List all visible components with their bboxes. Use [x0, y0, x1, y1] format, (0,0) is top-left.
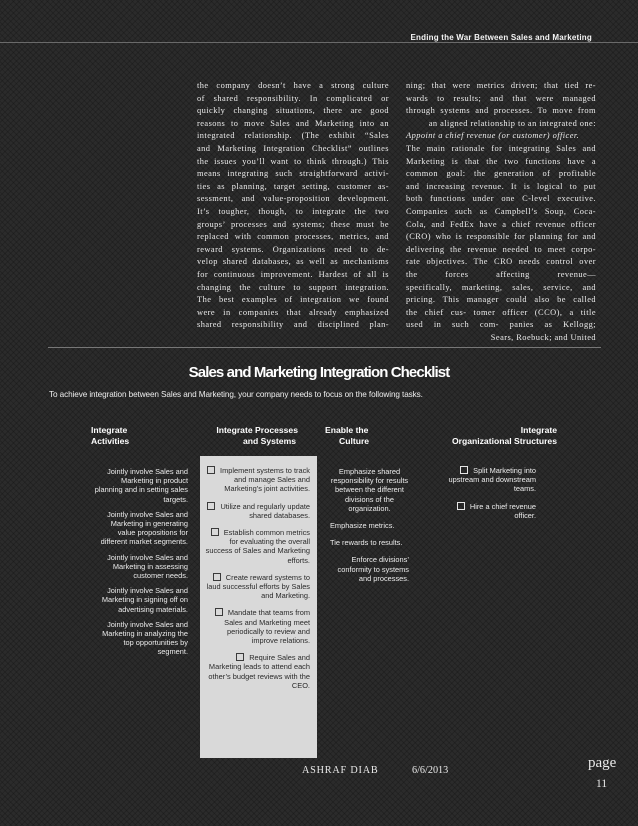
heading-line: Activities — [91, 436, 130, 446]
item-text: Split Marketing into upstream and downstream teams. — [448, 466, 536, 494]
culture-list — [330, 467, 409, 591]
text-line: used in such com- panies as Kellogg; — [406, 320, 596, 330]
checklist-item — [204, 573, 310, 601]
checkbox-icon — [211, 528, 219, 536]
item-text: Require Sales and Marketing leads to attend each other’s budget reviews with the CEO. — [208, 653, 310, 690]
text-line: Sears, Roebuck; and United — [490, 332, 596, 342]
subheading-italic: Appoint a chief revenue (or customer) officer. — [406, 131, 580, 141]
text-line: reward systems. Organizations need to de- — [197, 244, 389, 254]
list-item: Jointly involve Sales and Marketing in signing off on advertising materials. — [101, 586, 188, 614]
checklist-item — [204, 653, 310, 690]
page-number: 11 — [596, 778, 608, 790]
item-text: Utilize and regularly update shared databases. — [220, 501, 310, 520]
checkbox-icon — [207, 466, 215, 474]
text-line: ties as planning, target setting, customer as- — [197, 181, 389, 191]
checkbox-icon — [457, 502, 465, 510]
column-heading-activities — [91, 425, 171, 447]
item-text: Implement systems to track and manage Sales and Marketing’s joint activities. — [220, 466, 310, 494]
article-column-left — [197, 80, 389, 332]
text-line: wards to results; and that were managed — [406, 93, 596, 103]
text-line: reasons to move Sales and Marketing into an — [197, 118, 389, 128]
heading-line: Culture — [339, 436, 370, 446]
text-line: integrated relationship. (The exhibit “Sales — [197, 131, 389, 141]
heading-line: Organizational Structures — [451, 436, 557, 446]
text-line: for continuous improvement. Hardest of all is — [197, 269, 389, 279]
text-line: quickly changing situations, there are good — [197, 106, 389, 116]
text-line: changing the culture to support integration. — [197, 282, 389, 292]
text-line: The best examples of integration we found — [197, 295, 389, 305]
list-item: Emphasize metrics. — [330, 521, 395, 531]
text-line: and Marketing Integration Checklist” outlines — [197, 143, 389, 153]
checklist-item — [204, 608, 310, 645]
section-divider — [48, 347, 601, 348]
text-line: common goal: the generation of profitable — [406, 169, 596, 179]
text-line: delivering the revenue needed to meet corpo- — [406, 244, 596, 254]
list-item: Jointly involve Sales and Marketing in analyzing the top opportunities by segment. — [102, 619, 188, 657]
text-line: (CRO) who is responsible for planning for and — [406, 232, 596, 242]
text-line: Marketing is that the two functions have a — [406, 156, 596, 166]
item-text: Create reward systems to laud successful efforts by Sales and Marketing. — [206, 572, 310, 601]
article-column-right — [406, 80, 596, 344]
text-line: the company doesn’t have a strong culture — [197, 81, 389, 90]
page-label: page — [588, 755, 617, 771]
list-item: Emphasize shared responsibility for results between the different divisions of the organization. — [330, 467, 409, 513]
heading-line: Enable the — [325, 425, 369, 435]
text-line: means integrating such straightforward activi- — [197, 169, 389, 179]
text-line: of shared responsibility. In complicated or — [197, 93, 389, 103]
footer-date: 6/6/2013 — [412, 765, 449, 776]
text-line: ning; that were metrics driven; that tied re- — [406, 81, 596, 90]
column-heading-processes — [205, 425, 298, 447]
text-line: the chief cus- tomer officer (CCO), a title — [406, 307, 596, 317]
text-line: Companies such as Campbell’s Soup, Coca- — [406, 206, 596, 216]
page-header — [0, 8, 638, 43]
column-heading-culture — [325, 425, 387, 447]
text-line: the forces affecting revenue— — [406, 269, 596, 279]
column-heading-structures — [430, 425, 557, 447]
text-line: specifically, marketing, sales, service, and — [406, 282, 596, 292]
text-line: and increasing revenue. It is logical to put — [406, 181, 596, 191]
list-item: Jointly involve Sales and Marketing in assessing customer needs. — [107, 552, 188, 581]
text-line: groups’ processes and systems; these must be — [197, 219, 389, 229]
text-line: The main rationale for integrating Sales and — [406, 143, 596, 153]
list-item: Tie rewards to results. — [330, 538, 403, 548]
activities-list — [93, 467, 188, 663]
item-text: Establish common metrics for evaluating the overall success of Sales and Marketing efforts. — [205, 528, 310, 565]
text-line: were in companies that already emphasized — [197, 307, 389, 317]
heading-line: and Systems — [242, 436, 296, 446]
text-line: the issues you’ll want to think through.) This — [197, 156, 389, 166]
checklist-item — [204, 466, 310, 494]
structures-list — [442, 466, 536, 528]
text-line: velop shared databases, as well as mechanisms — [197, 257, 389, 267]
text-line: pricing. This manager could also be called — [406, 295, 596, 305]
item-text: Mandate that teams from Sales and Marketing meet periodically to review and improve relations. — [224, 608, 310, 646]
checkbox-icon — [207, 502, 215, 510]
text-line: Cola, and FedEx have a chief revenue officer — [406, 219, 596, 229]
checklist-item — [204, 502, 310, 520]
checkbox-icon — [460, 466, 468, 474]
processes-list — [204, 466, 310, 698]
heading-line: Integrate Processes — [216, 425, 298, 435]
checklist-item — [442, 502, 536, 520]
heading-line: Integrate — [91, 425, 128, 435]
checklist-title: Sales and Marketing Integration Checklist — [188, 364, 450, 381]
heading-line: Integrate — [520, 425, 557, 435]
text-line: an aligned relationship to an integrated one: — [428, 118, 596, 128]
checkbox-icon — [236, 653, 244, 661]
text-line: both functions under one C-level executive. — [406, 194, 596, 204]
text-line: through systems and processes. To move from — [406, 106, 596, 116]
text-line: sessment, and value-proposition development. — [197, 194, 389, 204]
footer-author: ASHRAF DIAB — [302, 765, 379, 776]
list-item: Jointly involve Sales and Marketing in generating value propositions for different market segments. — [100, 509, 188, 547]
checklist-intro: To achieve integration between Sales and Marketing, your company needs to focus on the following tasks. — [49, 390, 423, 399]
list-item: Enforce divisions’ conformity to systems and processes. — [337, 555, 409, 583]
text-line: rate objectives. The CRO needs control over — [406, 257, 596, 267]
checkbox-icon — [213, 573, 221, 581]
running-title: Ending the War Between Sales and Marketing — [410, 33, 592, 42]
item-text: Hire a chief revenue officer. — [469, 501, 536, 520]
checkbox-icon — [215, 608, 223, 616]
text-line: shared responsibility and disciplined plan- — [197, 320, 389, 330]
text-line: It’s tougher, though, to integrate the two — [197, 206, 389, 216]
checklist-item — [204, 528, 310, 565]
text-line: replaced with common processes, metrics, and — [197, 232, 389, 242]
list-item: Jointly involve Sales and Marketing in product planning and in setting sales targets. — [94, 467, 188, 504]
checklist-item — [442, 466, 536, 494]
